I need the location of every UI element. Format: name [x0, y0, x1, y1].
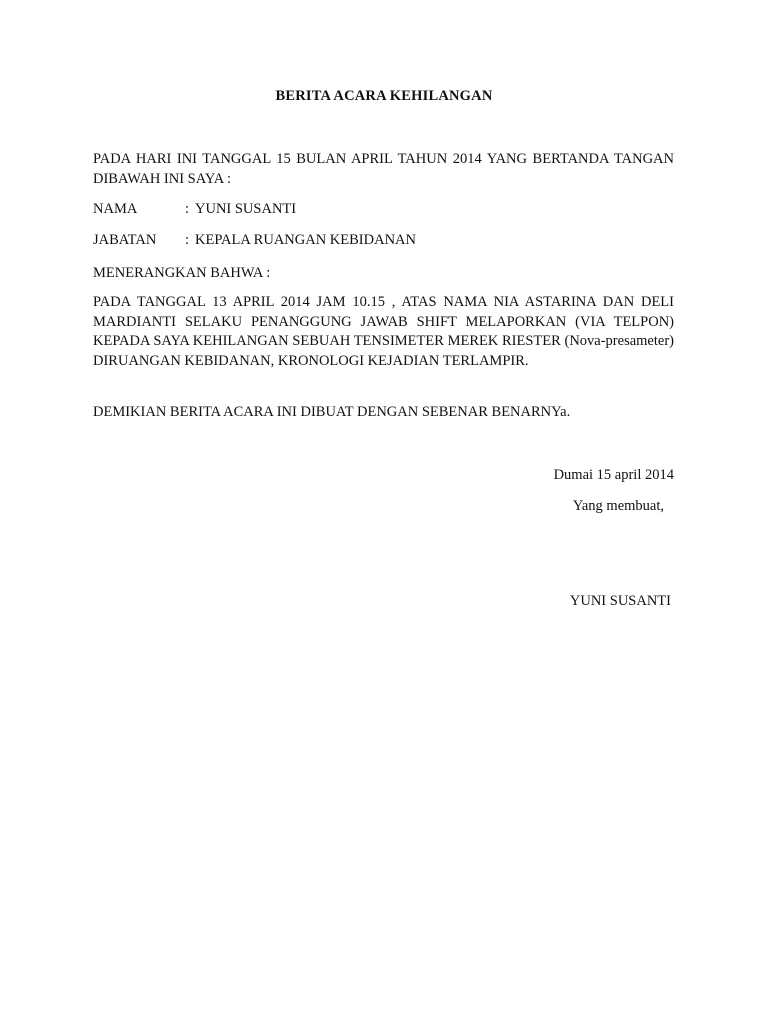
field-value: YUNI SUSANTI — [195, 201, 297, 217]
field-label: JABATAN — [93, 232, 157, 248]
statement-paragraph: PADA TANGGAL 13 APRIL 2014 JAM 10.15 , ATAS NAMA NIA ASTARINA DAN DELI MARDIANTI SELAKU PENANGGUNG JAWAB SHIFT MELAPORKAN (VIA TELPON) KEPADA SAYA KEHILANGAN SEBUAH TENSIMETER MEREK RIESTER (Nova-presameter) DIRUANGAN KEBIDANAN, KRONOLOGI KEJADIAN TERLAMPIR. — [93, 294, 674, 369]
statement-intro: MENERANGKAN BAHWA : — [93, 265, 271, 281]
field-colon: : — [185, 201, 190, 217]
field-colon: : — [185, 232, 190, 248]
signature-place-date: Dumai 15 april 2014 — [553, 467, 674, 483]
closing-paragraph: DEMIKIAN BERITA ACARA INI DIBUAT DENGAN SEBENAR BENARNYa. — [93, 404, 571, 420]
field-row-nama — [93, 200, 296, 220]
field-label: NAMA — [93, 201, 138, 217]
document-title: BERITA ACARA KEHILANGAN — [275, 88, 493, 104]
signature-made-by: Yang membuat, — [572, 498, 664, 514]
opening-paragraph: PADA HARI INI TANGGAL 15 BULAN APRIL TAHUN 2014 YANG BERTANDA TANGAN DIBAWAH INI SAYA : — [93, 151, 674, 187]
field-row-jabatan — [93, 231, 416, 251]
field-value: KEPALA RUANGAN KEBIDANAN — [195, 232, 416, 248]
signature-name: YUNI SUSANTI — [569, 593, 671, 609]
